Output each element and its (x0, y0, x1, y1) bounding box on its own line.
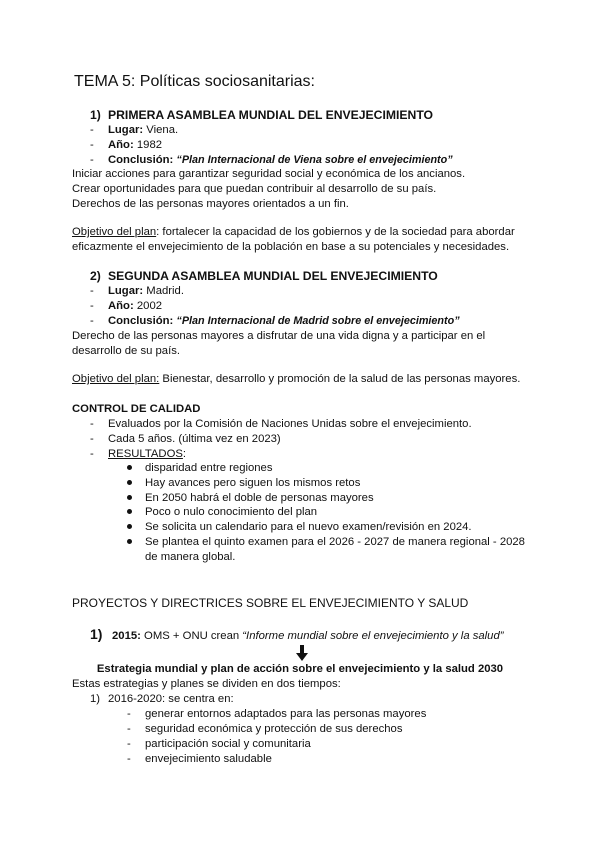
s2-bullet-ano (90, 299, 162, 314)
section-2-number: 2) (90, 269, 101, 283)
dash-marker: - (90, 448, 94, 460)
strategy-intro: Estas estrategias y planes se dividen en dos tiempos: (72, 678, 341, 690)
result-text: En 2050 habrá el doble de personas mayores (145, 492, 374, 504)
dash-marker: - (90, 300, 94, 312)
bullet-value: Viena. (143, 124, 179, 136)
objective-text: : fortalecer la capacidad de los gobiernos y de la sociedad para abordar (156, 226, 515, 238)
objective-text: Bienestar, desarrollo y promoción de la salud de las personas mayores. (159, 373, 521, 385)
s1-paragraph-line: Crear oportunidades para que puedan contribuir al desarrollo de su país. (72, 183, 437, 195)
dash-marker: - (90, 433, 94, 445)
bullet-value: 2002 (133, 300, 163, 312)
result-text: disparidad entre regiones (145, 462, 273, 474)
s2-paragraph-line: Derecho de las personas mayores a disfrutar de una vida digna y a participar en el (72, 330, 486, 342)
s2-bullet-lugar (90, 284, 184, 299)
dash-marker: - (127, 738, 131, 750)
bullet-label: Conclusión: (108, 154, 174, 166)
s2-paragraph-line: desarrollo de su país. (72, 345, 181, 357)
dash-marker: - (90, 285, 94, 297)
item-number: 1) (90, 626, 103, 642)
result-text: Hay avances pero siguen los mismos retos (145, 477, 361, 489)
result-item (127, 535, 525, 550)
bullet-value: “Plan Internacional de Viena sobre el envejecimiento” (176, 154, 453, 166)
dash-marker: - (127, 723, 131, 735)
section-2-title: SEGUNDA ASAMBLEA MUNDIAL DEL ENVEJECIMIENTO (108, 269, 438, 283)
dash-marker: - (90, 154, 94, 166)
bullet-value: 1982 (133, 139, 163, 151)
bullet-label: Lugar: (108, 124, 144, 136)
control-results (90, 447, 186, 462)
objective-label: Objetivo del plan (72, 226, 157, 238)
phase-number: 1) (90, 693, 101, 705)
control-item (90, 417, 472, 432)
bullet-label: Lugar: (108, 285, 144, 297)
strategy-title: Estrategia mundial y plan de acción sobre el envejecimiento y la salud 2030 (96, 663, 504, 675)
item-text: OMS + ONU crean (140, 630, 243, 642)
proyectos-item (90, 627, 504, 644)
result-item (127, 520, 472, 535)
result-item (127, 461, 273, 476)
bullet-label: Año: (108, 300, 134, 312)
bullet-dot-icon (127, 480, 132, 485)
arrow-down-icon (296, 645, 308, 661)
result-item (127, 491, 374, 506)
s1-paragraph-line: Iniciar acciones para garantizar seguridad social y económica de los ancianos. (72, 168, 466, 180)
s1-bullet-ano (90, 138, 162, 153)
result-text: Se solicita un calendario para el nuevo examen/revisión en 2024. (145, 521, 472, 533)
bullet-dot-icon (127, 509, 132, 514)
results-label: RESULTADOS (108, 448, 183, 460)
bullet-value: Madrid. (143, 285, 184, 297)
phase-subitem (127, 722, 402, 737)
bullet-label: Conclusión: (108, 315, 174, 327)
phase-subitem-text: seguridad económica y protección de sus derechos (145, 723, 403, 735)
s2-bullet-conclusion (90, 314, 460, 329)
result-text: Se plantea el quinto examen para el 2026 - 2027 de manera regional - 2028 (145, 536, 525, 548)
bullet-value: “Plan Internacional de Madrid sobre el envejecimiento” (176, 315, 460, 327)
item-report-title: “Informe mundial sobre el envejecimiento y la salud” (242, 630, 504, 642)
s1-paragraph-line: Derechos de las personas mayores orientados a un fin. (72, 198, 349, 210)
s1-bullet-conclusion (90, 153, 453, 168)
result-item (127, 505, 317, 520)
section-2-heading (90, 268, 438, 284)
section-1-heading (90, 107, 433, 123)
proyectos-heading: PROYECTOS Y DIRECTRICES SOBRE EL ENVEJECIMIENTO Y SALUD (72, 596, 469, 610)
s1-objective-line-1 (72, 225, 515, 240)
phase-subitem (127, 707, 426, 722)
phase-subitem-text: generar entornos adaptados para las personas mayores (145, 708, 427, 720)
phase-subitem (127, 752, 272, 767)
result-text: Poco o nulo conocimiento del plan (145, 506, 318, 518)
control-item-text: Cada 5 años. (última vez en 2023) (108, 433, 281, 445)
s1-objective-line-2: eficazmente el envejecimiento de la población en base a su potenciales y necesidades. (72, 241, 510, 253)
bullet-dot-icon (127, 465, 132, 470)
s1-bullet-lugar (90, 123, 178, 138)
page-title: TEMA 5: Políticas sociosanitarias: (74, 73, 315, 90)
phase-subitem-text: envejecimiento saludable (145, 753, 272, 765)
bullet-dot-icon (127, 495, 132, 500)
phase-subitem (127, 737, 311, 752)
phase-item (90, 692, 234, 707)
dash-marker: - (90, 418, 94, 430)
control-heading: CONTROL DE CALIDAD (72, 403, 201, 415)
s2-objective (72, 372, 520, 387)
control-item-text: Evaluados por la Comisión de Naciones Unidas sobre el envejecimiento. (108, 418, 472, 430)
bullet-dot-icon (127, 539, 132, 544)
result-item-continuation: de manera global. (145, 551, 236, 563)
item-year: 2015: (112, 630, 141, 642)
phase-subitem-text: participación social y comunitaria (145, 738, 311, 750)
result-item (127, 476, 360, 491)
bullet-dot-icon (127, 524, 132, 529)
dash-marker: - (127, 753, 131, 765)
dash-marker: - (90, 124, 94, 136)
section-1-title: PRIMERA ASAMBLEA MUNDIAL DEL ENVEJECIMIENTO (108, 108, 434, 122)
results-colon: : (182, 448, 187, 460)
bullet-label: Año: (108, 139, 134, 151)
dash-marker: - (90, 315, 94, 327)
dash-marker: - (127, 708, 131, 720)
control-item (90, 432, 281, 447)
objective-label: Objetivo del plan: (72, 373, 160, 385)
section-1-number: 1) (90, 108, 101, 122)
dash-marker: - (90, 139, 94, 151)
phase-text: 2016-2020: se centra en: (108, 693, 234, 705)
